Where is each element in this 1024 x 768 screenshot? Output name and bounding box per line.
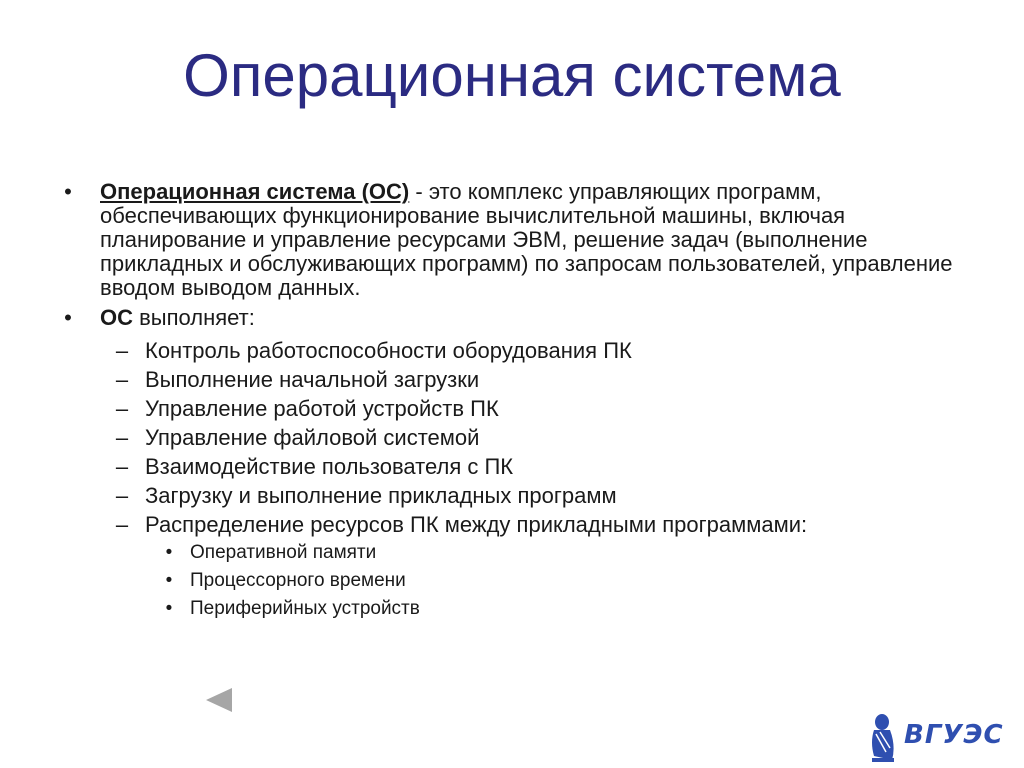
dash-marker: – (115, 396, 129, 421)
dash-marker: – (115, 367, 129, 392)
university-logo (866, 712, 1004, 764)
sub-list-item-text: Периферийных устройств (190, 598, 420, 619)
list-item-text: Управление файловой системой (145, 425, 480, 450)
bullet-marker: • (165, 598, 173, 619)
functions-term: ОС (100, 305, 133, 330)
sub-list-item (58, 539, 968, 567)
sub-list-item (58, 595, 968, 623)
functions-bullet (58, 306, 968, 330)
list-item-text: Распределение ресурсов ПК между прикладными программами: (145, 512, 808, 537)
functions-intro-text: выполняет: (133, 305, 255, 330)
functions-list (58, 336, 968, 623)
bullet-marker: • (165, 570, 173, 591)
list-item (58, 423, 968, 452)
list-item (58, 452, 968, 481)
dash-marker: – (115, 454, 129, 479)
list-item-text: Взаимодействие пользователя с ПК (145, 454, 514, 479)
triangle-left-icon (204, 685, 234, 715)
logo-text: ВГУЭС (904, 720, 1004, 750)
list-item (58, 481, 968, 510)
dash-marker: – (115, 338, 129, 363)
definition-bullet (58, 180, 968, 300)
sub-list-item-text: Оперативной памяти (190, 542, 377, 563)
previous-slide-button[interactable] (204, 685, 234, 715)
slide-content (58, 180, 968, 623)
list-item (58, 336, 968, 365)
list-item-text: Управление работой устройств ПК (145, 396, 499, 421)
definition-text: - это комплекс управляющих программ, обеспечивающих функционирование вычислительной машины, включая планирование и управление ресурсами ЭВМ, решение задач (выполнение прикладных и обслуживающих программ) по запросам пользователей, управление вводом выводом данных. (100, 179, 953, 300)
sub-list-item (58, 567, 968, 595)
slide-title: Операционная система (183, 42, 841, 109)
bullet-marker: • (64, 305, 72, 330)
dash-marker: – (115, 512, 129, 537)
dash-marker: – (115, 425, 129, 450)
list-item (58, 394, 968, 423)
sub-list-item-text: Процессорного времени (190, 570, 406, 591)
dash-marker: – (115, 483, 129, 508)
list-item-text: Загрузку и выполнение прикладных программ (145, 483, 617, 508)
list-item-text: Выполнение начальной загрузки (145, 367, 480, 392)
figure-emblem-icon (866, 712, 902, 764)
list-item (58, 365, 968, 394)
bullet-marker: • (165, 542, 173, 563)
definition-term: Операционная система (ОС) (100, 179, 410, 204)
bullet-marker: • (64, 179, 72, 204)
list-item-text: Контроль работоспособности оборудования ПК (145, 338, 632, 363)
list-item (58, 510, 968, 539)
